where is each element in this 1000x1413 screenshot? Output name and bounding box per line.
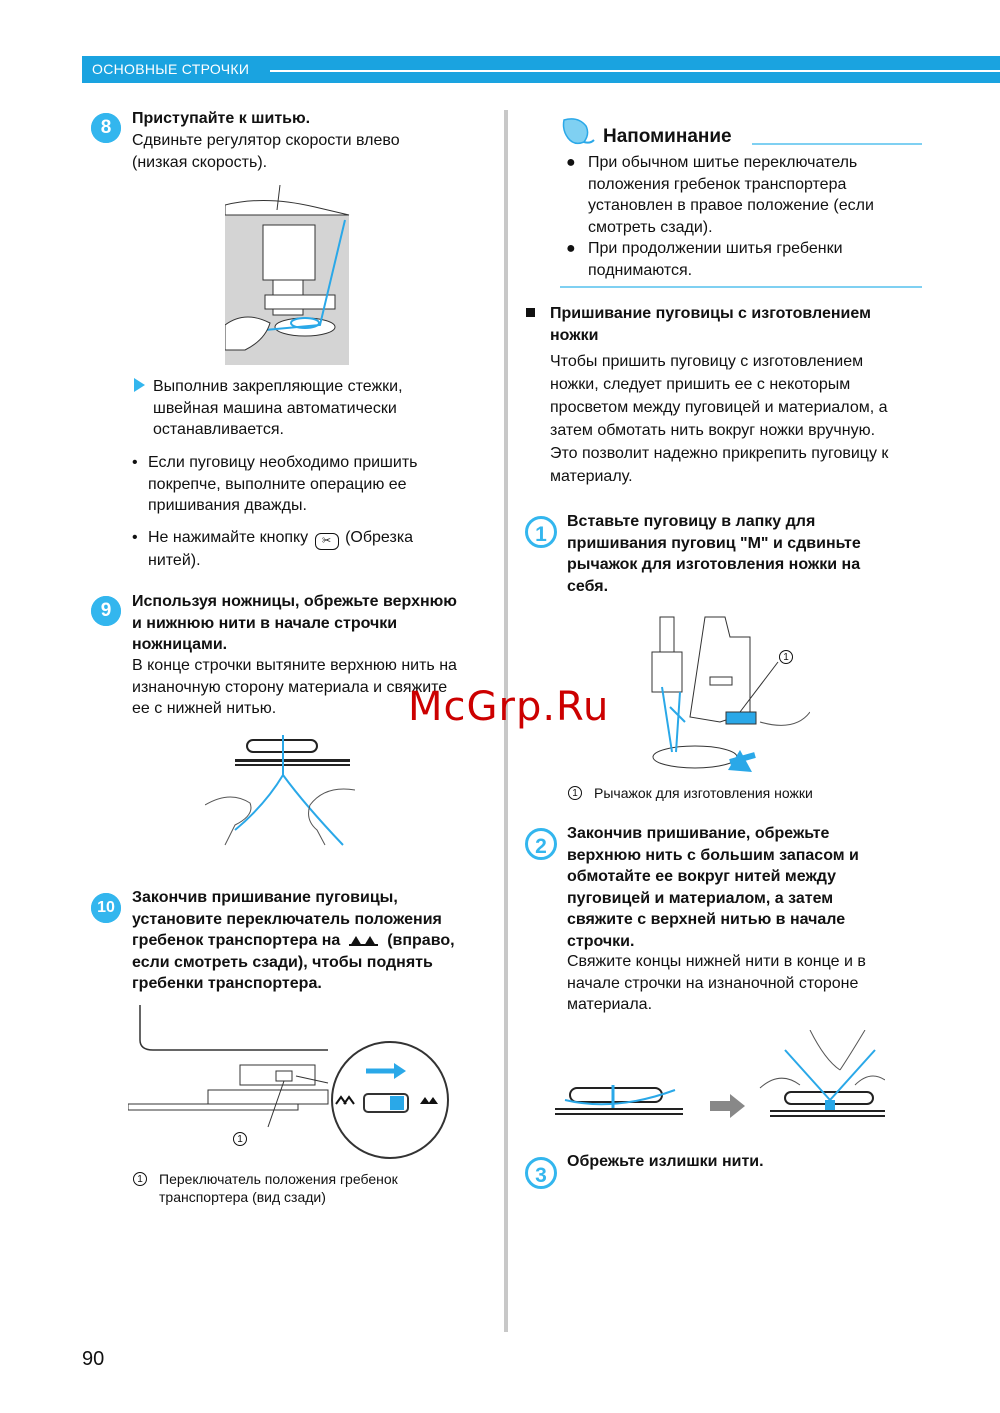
callout-1: 1	[779, 650, 793, 664]
step-1-caption: Рычажок для изготовления ножки	[594, 785, 813, 801]
memo-bullet: ●	[566, 240, 576, 257]
step-8-note-1: Если пуговицу необходимо пришить покрепче, выполните операцию ее пришивания дважды.	[148, 454, 418, 514]
memo-title: Напоминание	[603, 126, 732, 147]
caption-number: 1	[133, 1172, 147, 1186]
memo-item-1: При обычном шитье переключатель положения гребенок транспортера установлен в правое положение (если смотреть сзади).	[588, 154, 874, 236]
section-text: Чтобы пришить пуговицу с изготовлением ножки, следует пришить ее с некоторым просветом между пуговицей и материалом, а затем обмотать нить вокруг ножки вручную. Это позволит надежно прикрепить пуговицу к материалу.	[550, 353, 889, 485]
step-2-text: Свяжите концы нижней нити в конце и в начале строчки на изнаночной стороне материала.	[567, 953, 866, 1013]
bullet-mark: •	[132, 529, 138, 546]
step-10-caption: Переключатель положения гребенок транспортера (вид сзади)	[159, 1171, 398, 1205]
bell-icon	[560, 116, 596, 146]
thread-cutter-button-icon: ✂	[315, 533, 339, 550]
memo-item-2: При продолжении шитья гребенки поднимаются.	[588, 240, 843, 279]
step-9-badge: 9	[91, 596, 121, 626]
sewing-foot-illustration	[225, 185, 351, 365]
step-3-title: Обрежьте излишки нити.	[567, 1153, 764, 1170]
tie-threads-illustration	[205, 735, 355, 860]
feed-dogs-up-icon	[349, 933, 379, 947]
shank-lever-illustration	[630, 612, 810, 782]
memo-title-rule	[752, 143, 922, 145]
watermark: McGrp.Ru	[408, 684, 610, 730]
step-1-title: Вставьте пуговицу в лапку для пришивания пуговиц "M" и сдвиньте рычажок для изготовления ножки на себя.	[567, 513, 861, 595]
section-title: Пришивание пуговицы с изготовлением ножки	[550, 305, 871, 344]
bullet-mark: •	[132, 454, 138, 471]
result-arrow-icon	[134, 378, 145, 392]
step-10-title: Закончив пришивание пуговицы, установите переключатель положения гребенок транспортера на (вправо, если смотреть сзади), чтобы поднять гребенки транспортера.	[132, 889, 455, 992]
header-rule	[270, 70, 1000, 72]
step-1-badge: 1	[525, 516, 557, 548]
memo-bottom-rule	[560, 286, 922, 288]
step-8-badge: 8	[91, 113, 121, 143]
step-9-title: Используя ножницы, обрежьте верхнюю и нижнюю нити в начале строчки ножницами.	[132, 593, 457, 653]
section-square-icon	[526, 308, 535, 317]
page-number: 90	[82, 1348, 105, 1370]
section-header-title: ОСНОВНЫЕ СТРОЧКИ	[92, 61, 250, 77]
step-8-text: Сдвиньте регулятор скорости влево (низкая скорость).	[132, 132, 400, 171]
step-10-badge: 10	[91, 893, 121, 923]
feed-dog-switch-illustration	[128, 1005, 450, 1165]
step-8-title: Приступайте к шитью.	[132, 110, 311, 127]
step-3-badge: 3	[525, 1157, 557, 1189]
caption-number: 1	[568, 786, 582, 800]
memo-bullet: ●	[566, 154, 576, 171]
step-9-text: В конце строчки вытяните верхнюю нить на изнаночную сторону материала и свяжите ее с нижней нитью.	[132, 657, 457, 717]
step-8-result: Выполнив закрепляющие стежки, швейная машина автоматически останавливается.	[153, 378, 403, 438]
wrap-shank-illustration	[555, 1030, 885, 1125]
callout-1: 1	[233, 1132, 247, 1146]
step-8-note-2: Не нажимайте кнопку ✂ (Обрезка нитей).	[148, 529, 414, 569]
step-2-badge: 2	[525, 828, 557, 860]
step-2-title: Закончив пришивание, обрежьте верхнюю нить с большим запасом и обмотайте ее вокруг нитей между пуговицей и материалом, а затем свяжите с верхней нитью в начале строчки.	[567, 825, 859, 950]
